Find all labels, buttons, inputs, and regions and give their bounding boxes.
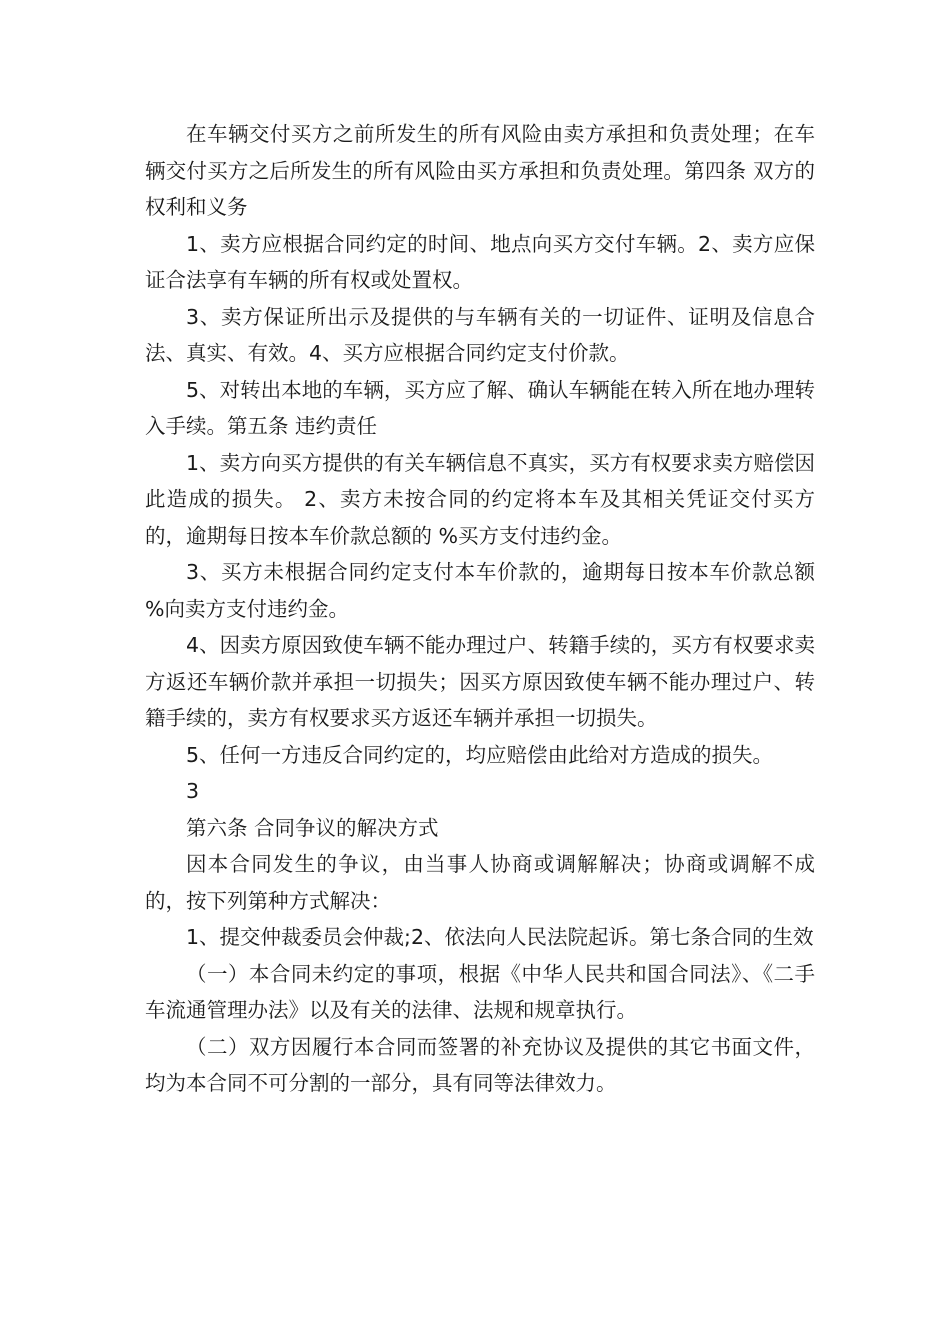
paragraph-applicable-law: （一）本合同未约定的事项，根据《中华人民共和国合同法》、《二手车流通管理办法》以及有关的法律、法规和规章执行。	[145, 961, 815, 1022]
paragraph-arbitration: 1、提交仲裁委员会仲裁;2、依法向人民法院起诉。第七条合同的生效	[186, 925, 814, 949]
page-number: 3	[186, 779, 200, 803]
paragraph-dispute-resolution: 因本合同发生的争议，由当事人协商或调解解决；协商或调解不成的，按下列第种方式解决：	[145, 852, 815, 913]
document-body	[145, 116, 815, 1102]
paragraph-breach-buyer: 3、买方未根据合同约定支付本车价款的，逾期每日按本车价款总额 %向卖方支付违约金。	[145, 560, 815, 621]
paragraph-transfer-out: 5、对转出本地的车辆，买方应了解、确认车辆能在转入所在地办理转入手续。第五条 违约责任	[145, 377, 815, 438]
paragraph-compensation: 5、任何一方违反合同约定的，均应赔偿由此给对方造成的损失。	[186, 742, 774, 767]
paragraph-risk-transfer: 在车辆交付买方之前所发生的所有风险由卖方承担和负责处理；在车辆交付买方之后所发生的所有风险由买方承担和负责处理。第四条 双方的权利和义务	[145, 122, 815, 219]
section-heading-dispute: 第六条 合同争议的解决方式	[186, 815, 439, 840]
paragraph-breach-seller: 1、卖方向买方提供的有关车辆信息不真实，买方有权要求卖方赔偿因此造成的损失。 2、卖方未按合同的约定将本车及其相关凭证交付买方的，逾期每日按本车价款总额的 %买方支付违约金。	[145, 450, 815, 548]
paragraph-transfer-failure: 4、因卖方原因致使车辆不能办理过户、转籍手续的，买方有权要求卖方返还车辆价款并承担一切损失；因买方原因致使车辆不能办理过户、转籍手续的，卖方有权要求买方返还车辆并承担一切损失。	[145, 633, 815, 730]
paragraph-seller-guarantee: 3、卖方保证所出示及提供的与车辆有关的一切证件、证明及信息合法、真实、有效。4、买方应根据合同约定支付价款。	[145, 304, 815, 365]
paragraph-seller-delivery: 1、卖方应根据合同约定的时间、地点向买方交付车辆。2、卖方应保证合法享有车辆的所有权或处置权。	[145, 231, 815, 292]
paragraph-supplementary: （二）双方因履行本合同而签署的补充协议及提供的其它书面文件，均为本合同不可分割的一部分，具有同等法律效力。	[145, 1034, 815, 1095]
